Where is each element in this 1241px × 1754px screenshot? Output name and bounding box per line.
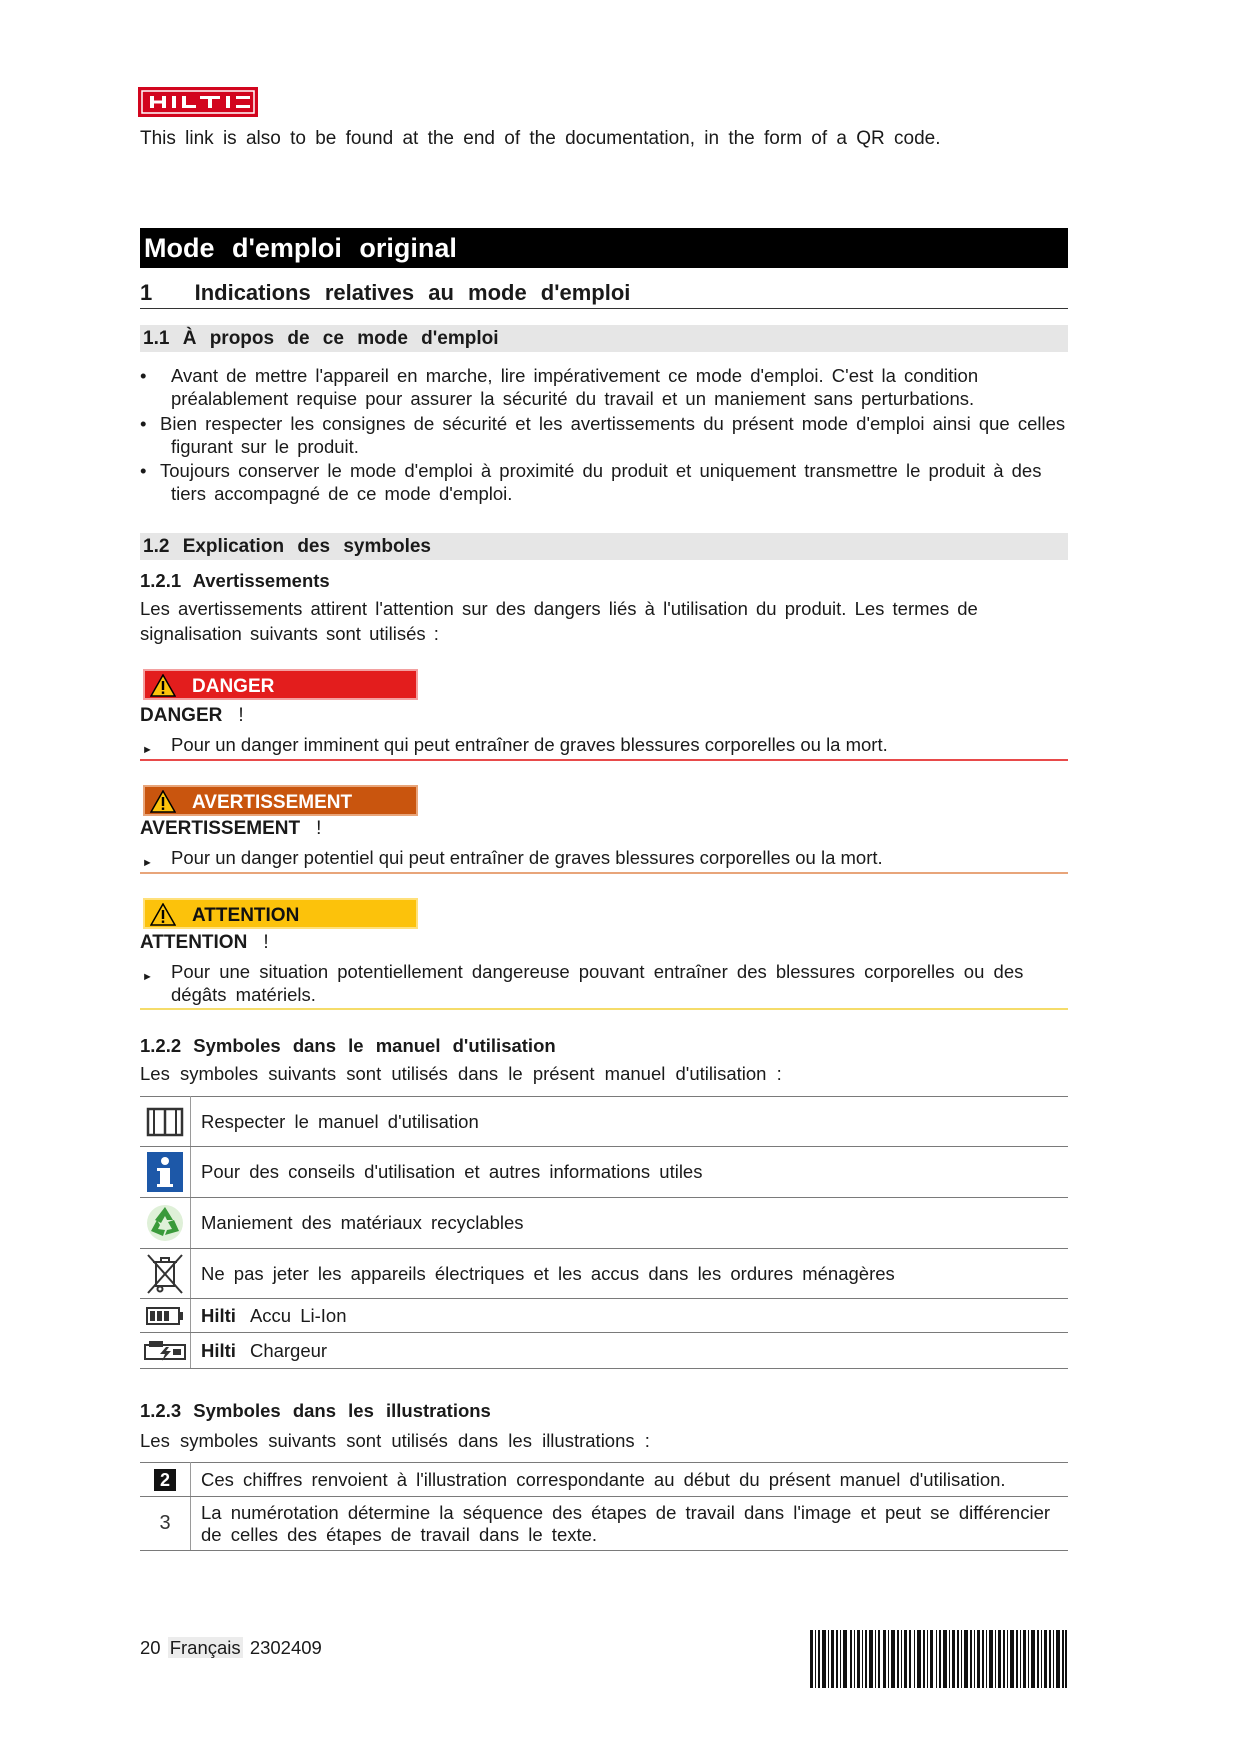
section-1-title: Indications relatives au mode d'emploi <box>194 280 631 305</box>
warning-description: ► Pour un danger potentiel qui peut entraîner de graves blessures corporelles ou la mort. <box>140 846 1070 869</box>
barcode <box>810 1630 1067 1688</box>
bullet-triangle-icon: ► <box>142 857 153 869</box>
warning-rule <box>140 872 1068 874</box>
table-row: Maniement des matériaux recyclables <box>140 1198 1068 1249</box>
bullet-item: • Toujours conserver le mode d'emploi à proximité du produit et uniquement transmettre le produit à des tiers accompagné de ce mode d'emploi. <box>140 460 1042 504</box>
section-1-2-1-heading: 1.2.1 Avertissements <box>140 570 330 591</box>
bullet-item: • Bien respecter les consignes de sécurité et les avertissements du présent mode d'emploi ainsi que celles figurant sur le produit. <box>140 413 1066 457</box>
info-icon <box>147 1152 183 1192</box>
section-1-2-2-heading: 1.2.2 Symboles dans le manuel d'utilisation <box>140 1035 556 1056</box>
manual-book-icon <box>146 1107 184 1137</box>
table-row: Ne pas jeter les appareils électriques et les accus dans les ordures ménagères <box>140 1249 1068 1299</box>
section-1-2-3-heading: 1.2.3 Symboles dans les illustrations <box>140 1400 491 1421</box>
charger-icon <box>144 1339 186 1363</box>
caution-rule <box>140 1008 1068 1010</box>
table-row: 3 La numérotation détermine la séquence des étapes de travail dans l'image et peut se différencier de celles des étapes de travail dans le texte. <box>140 1497 1068 1551</box>
symbol-cell <box>140 1249 191 1299</box>
table-row: Hilti Chargeur <box>140 1333 1068 1369</box>
section-1-number: 1 <box>140 280 153 305</box>
illustration-symbols-table <box>140 1462 1068 1551</box>
section-1-heading <box>140 280 1068 309</box>
illustration-symbols-intro: Les symboles suivants sont utilisés dans les illustrations : <box>140 1430 650 1451</box>
table-row: Hilti Accu Li-Ion <box>140 1299 1068 1333</box>
section-1-1-heading: 1.1 À propos de ce mode d'emploi <box>140 325 1068 352</box>
intro-text: This link is also to be found at the end of the documentation, in the form of a QR code. <box>140 128 941 149</box>
hilti-logo <box>138 87 258 117</box>
caution-signal-label: ATTENTION <box>143 898 418 929</box>
warnings-intro: Les avertissements attirent l'attention sur des dangers liés à l'utilisation du produit. Les termes de signalisation suivants sont utilisés : <box>140 598 978 644</box>
symbol-cell <box>140 1299 191 1333</box>
battery-icon <box>146 1306 184 1326</box>
document-title-band: Mode d'emploi original <box>140 228 1068 268</box>
manual-symbols-table <box>140 1096 1068 1369</box>
bullet-triangle-icon: ► <box>142 971 153 983</box>
symbol-cell <box>140 1147 191 1198</box>
bullet-triangle-icon: ► <box>142 744 153 756</box>
document-number: 2302409 <box>249 1637 322 1658</box>
danger-signal-label: DANGER <box>143 669 418 700</box>
danger-rule <box>140 759 1068 761</box>
table-row: Respecter le manuel d'utilisation <box>140 1097 1068 1147</box>
page-number: 20 <box>140 1637 161 1658</box>
danger-signal-word: DANGER ! <box>140 705 244 726</box>
symbol-cell <box>140 1333 191 1369</box>
caution-description: ► Pour une situation potentiellement dangereuse pouvant entraîner des blessures corporelles ou des dégâts matériels. <box>142 961 1024 1005</box>
footer-language: Français <box>169 1637 241 1658</box>
manual-symbols-intro: Les symboles suivants sont utilisés dans le présent manuel d'utilisation : <box>140 1063 782 1084</box>
warning-triangle-icon <box>150 674 176 697</box>
bullet-item: • Avant de mettre l'appareil en marche, lire impérativement ce mode d'emploi. C'est la condition préalablement requise pour assurer la sécurité du travail et un maniement sans perturbations. <box>140 365 979 409</box>
crossed-bin-icon <box>145 1252 185 1296</box>
table-row: 2 Ces chiffres renvoient à l'illustration correspondante au début du présent manuel d'utilisation. <box>140 1463 1068 1497</box>
warning-signal-word: AVERTISSEMENT ! <box>140 818 322 839</box>
figure-number-badge: 2 <box>154 1469 176 1491</box>
page-footer <box>140 1637 322 1659</box>
recycle-icon <box>145 1203 185 1243</box>
danger-description: ► Pour un danger imminent qui peut entraîner de graves blessures corporelles ou la mort. <box>140 733 1070 756</box>
caution-signal-word: ATTENTION ! <box>140 932 269 953</box>
warning-signal-label: AVERTISSEMENT <box>143 785 418 816</box>
section-1-2-heading: 1.2 Explication des symboles <box>140 533 1068 560</box>
warning-triangle-icon <box>150 790 176 813</box>
symbol-cell <box>140 1463 191 1497</box>
symbol-cell <box>140 1198 191 1249</box>
symbol-cell <box>140 1097 191 1147</box>
step-number: 3 <box>159 1512 171 1534</box>
table-row: Pour des conseils d'utilisation et autres informations utiles <box>140 1147 1068 1198</box>
warning-triangle-icon <box>150 903 176 926</box>
symbol-cell <box>140 1497 191 1551</box>
